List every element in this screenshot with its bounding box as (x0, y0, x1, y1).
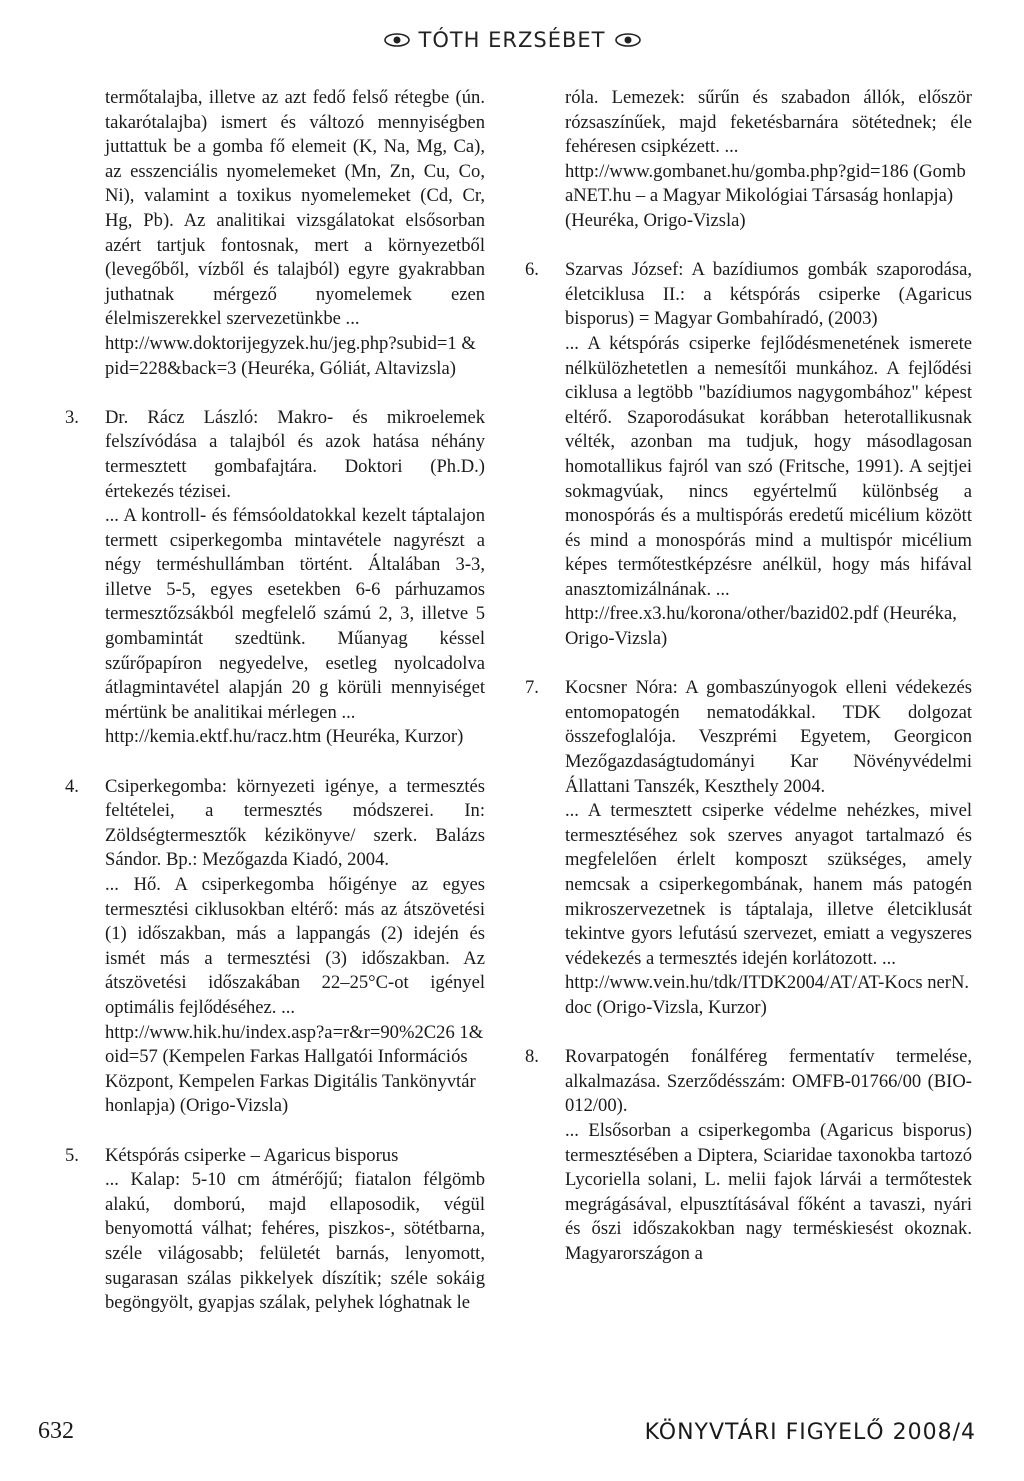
entry-url: http://www.hik.hu/index.asp?a=r&r=90%2C26 1&oid=57 (Kempelen Farkas Hallgatói Információs Központ, Kempelen Farkas Digitális Tankönyvtár honlapja) (Origo-Vizsla) (105, 1021, 484, 1117)
entry-paragraph: ... A kétspórás csiperke fejlődésmenetének ismerete nélkülözhetetlen a nemesítői munkához. A fejlődési ciklusa a legtöbb "bazídiumos nagygombához" képest eltérő. Szaporodásukat korábban heterotallikusnak vélték, azonban ma tudjuk, hogy másodlagosan homotallikus fajról van szó (Fritsche, 1991). A sejtjei sokmagvúak, nincs egyértelmű különbség a monospórás és a multispórás eredetű micélium között és mind a monospórás mind a multispór micélium képes termőtestképzésre anélkül, hogy más hifával anasztomizálnának. ... (565, 332, 972, 600)
entry-url: http://kemia.ektf.hu/racz.htm (Heuréka, Kurzor) (105, 726, 464, 748)
entry-url: http://www.gombanet.hu/gomba.php?gid=186 (GombaNET.hu – a Magyar Mikológiai Társaság honlapja) (Heuréka, Origo-Vizsla) (565, 160, 966, 231)
header-author: TÓTH ERZSÉBET (418, 28, 606, 52)
entry-number: 3. (65, 406, 79, 428)
entry-number: 4. (65, 775, 79, 797)
entry-number: 7. (525, 677, 539, 699)
entry-citation: Szarvas József: A bazídiumos gombák szaporodása, életciklusa II.: a kétspórás csiperke (Agaricus bisporus) = Magyar Gombahíradó, (2003) (565, 259, 972, 330)
entry-paragraph: ... Kalap: 5-10 cm átmérőjű; fiatalon félgömb alakú, domború, majd ellaposodik, végül benyomottá válhat; fehéres, piszkos-, sötétbarna, széle világosabb; felületét barnás, lenyomott, sugarasan szálas pikkelyek díszítik; széle sokáig begöngyölt, gyapjas szálak, pelyhek lóghatnak le (105, 1169, 485, 1314)
entry-paragraph: termőtalajba, illetve az azt fedő felső rétegbe (ún. takarótalajba) ismert és változó mennyiségben juttattuk be a gomba fő elemeit (K, Na, Mg, Ca), az esszenciális nyomelemeket (Mn, Zn, Cu, Co, Ni), valamint a toxikus nyomelemeket (Cd, Cr, Hg, Pb). Az analitikai vizsgálatokat elsősorban azért tartjuk fontosnak, mert a környezetből (levegőből, vízből és talajból) egyre gyakrabban juthatnak mérgező nyomelemek ezen élelmiszerekkel szervezetünkbe ... (105, 87, 485, 330)
entry-7 (525, 676, 972, 1020)
entry-citation: Csiperkegomba: környezeti igénye, a termesztés feltételei, a termesztés módszerei. In: Zöldségtermesztők kézikönyve/ szerk. Balázs Sándor. Bp.: Mezőgazda Kiadó, 2004. (105, 775, 485, 871)
eye-icon (383, 32, 411, 48)
entry-number: 5. (65, 1144, 79, 1166)
entry-citation: Rovarpatogén fonálféreg fermentatív termelése, alkalmazása. Szerződésszám: OMFB-01766/00 (BIO-012/00). (565, 1046, 972, 1117)
entry-number: 8. (525, 1046, 539, 1068)
entry-4 (65, 775, 485, 1119)
entry-paragraph: ... A kontroll- és fémsóoldatokkal kezelt táptalajon termett csiperkegomba mintavétele nagyrészt a négy terméshullámban történt. Általában 3-3, illetve 5-5, egyes esetekben 6-6 párhuzamos termesztőzsákból megfelelő számú 2, 3, illetve 5 gombamintát szedtünk. Műanyag késsel szűrőpapíron negyedelve, esetleg nyolcadolva átlagmintavétel alapján 20 g körüli mennyiséget mértünk be analitikai mérlegen ... (105, 505, 485, 723)
eye-icon (614, 32, 642, 48)
journal-footer: KÖNYVTÁRI FIGYELŐ 2008/4 (644, 1420, 976, 1445)
entry-citation: Kocsner Nóra: A gombaszúnyogok elleni védekezés entomopatogén nematodákkal. TDK dolgozat összefoglalója. Veszprémi Egyetem, Georgicon Mezőgazdaságtudományi Kar Növényvédelmi Állattani Tanszék, Keszthely 2004. (565, 677, 972, 797)
entry-paragraph: ... Hő. A csiperkegomba hőigénye az egyes termesztési ciklusokban eltérő: más az átszövetési (1) időszakban, más a lappangás (2) idején és ismét más a termesztési (3) időszakban. Az átszövetési időszakában 22–25°C-ot igényel optimális fejlődéséhez. ... (105, 874, 485, 1018)
entry-url: http://www.vein.hu/tdk/ITDK2004/AT/AT-Kocs nerN.doc (Origo-Vizsla, Kurzor) (565, 972, 970, 1018)
entry-6 (525, 258, 972, 652)
running-header (0, 20, 1024, 60)
entry-paragraph: róla. Lemezek: sűrűn és szabadon állók, először rózsaszínűek, majd feketésbarnára sötétednek; éle fehéresen csipkézett. ... (565, 87, 972, 158)
entry-3 (65, 406, 485, 750)
entry-paragraph: ... Elsősorban a csiperkegomba (Agaricus bisporus) termesztésében a Diptera, Sciaridae taxonokba tartozó Lycoriella solani, L. melii fajok lárvái a termőtestek megrágásával, elpusztításával főként a tavaszi, nyári és őszi időszakokban nagy terméskiesést okoznak. Magyarországon a (565, 1119, 972, 1264)
entry-5 (65, 1144, 485, 1316)
entry-citation: Dr. Rácz László: Makro- és mikroelemek felszívódása a talajból és azok hatása néhány termesztett gombafajtára. Doktori (Ph.D.) értekezés tézisei. (105, 406, 485, 502)
entry-citation: Kétspórás csiperke – Agaricus bisporus (105, 1144, 399, 1166)
entry-continuation (65, 86, 485, 381)
right-column (525, 86, 972, 1267)
page-number: 632 (38, 1418, 74, 1444)
entry-8 (525, 1045, 972, 1266)
entry-continuation (525, 86, 972, 234)
entry-url: http://free.x3.hu/korona/other/bazid02.pdf (Heuréka, Origo-Vizsla) (565, 603, 957, 650)
entry-paragraph: ... A termesztett csiperke védelme nehézkes, mivel termesztéséhez sok szerves anyagot tartalmazó és megfelelően érlelt komposzt szükséges, amely nemcsak a csiperkegombának, hanem más patogén mikroszervezetnek is táptalaja, illetve életciklusát tekintve gyors lefutású szervezet, emiatt a vegyszeres védekezés a termesztés idején korlátozott. ... (565, 800, 972, 969)
entry-number: 6. (525, 259, 539, 281)
entry-url: http://www.doktorijegyzek.hu/jeg.php?subid=1 &pid=228&back=3 (Heuréka, Góliát, Altavizsla) (105, 332, 476, 379)
left-column (65, 86, 485, 1316)
